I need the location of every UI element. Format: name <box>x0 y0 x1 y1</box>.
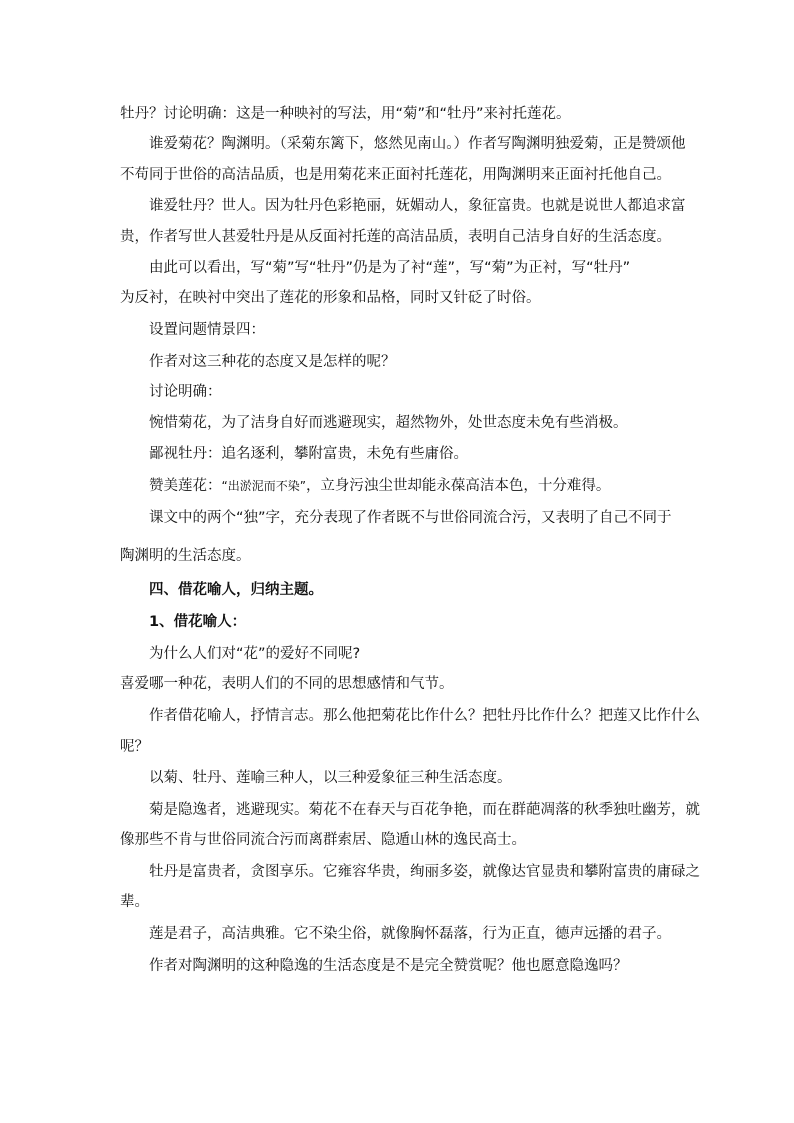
text-line: 喜爱哪一种花，表明人们的不同的思想感情和气节。 <box>120 676 454 692</box>
text-line: 以菊、牡丹、莲喻三种人，以三种爱象征三种生活态度。 <box>149 770 512 786</box>
text-line: 由此可以看出，写“菊”写“牡丹”仍是为了衬“莲”，写“菊”为正衬，写“牡丹” <box>149 260 631 276</box>
text-line: 辈。 <box>120 894 149 910</box>
text-line <box>149 476 610 496</box>
sub-heading: 1、借花喻人： <box>149 614 247 630</box>
text-line: 莲是君子，高洁典雅。它不染尘俗，就像胸怀磊落，行为正直，德声远播的君子。 <box>149 926 671 942</box>
text-line: 谁爱牡丹？世人。因为牡丹色彩艳丽，妩媚动人，象征富贵。也就是说世人都追求富 <box>149 198 686 214</box>
text-line: 贵，作者写世人甚爱牡丹是从反面衬托莲的高洁品质，表明自己洁身自好的生活态度。 <box>120 229 671 245</box>
section-heading: 四、借花喻人，归纳主题。 <box>149 582 323 598</box>
text-line: 为什么人们对“花”的爱好不同呢? <box>149 646 361 662</box>
text-line: 作者对陶渊明的这种隐逸的生活态度是不是完全赞赏呢？他也愿意隐逸吗？ <box>149 958 628 974</box>
text-line: 设置问题情景四： <box>149 322 265 338</box>
text-line: 谁爱菊花？陶渊明。（采菊东篱下，悠然见南山。）作者写陶渊明独爱菊，正是赞颂他 <box>149 136 686 152</box>
text-segment: 赞美莲花： <box>149 478 222 494</box>
text-line: 讨论明确： <box>149 384 222 400</box>
text-line: 不苟同于世俗的高洁品质，也是用菊花来正面衬托莲花，用陶渊明来正面衬托他自己。 <box>120 167 671 183</box>
text-line: 牡丹是富贵者，贪图享乐。它雍容华贵，绚丽多姿，就像达官显贵和攀附富贵的庸碌之 <box>149 864 700 880</box>
text-line: 陶渊明的生活态度。 <box>120 548 251 564</box>
text-line: 菊是隐逸者，逃避现实。菊花不在春天与百花争艳，而在群葩凋落的秋季独吐幽芳，就 <box>149 802 700 818</box>
text-line: 作者对这三种花的态度又是怎样的呢？ <box>149 354 396 370</box>
text-line: 为反衬，在映衬中突出了莲花的形象和品格，同时又针砭了时俗。 <box>120 290 541 306</box>
quote-segment: “出淤泥而不染” <box>221 479 306 493</box>
text-line: 呢？ <box>120 739 149 755</box>
text-line: 像那些不肯与世俗同流合污而离群索居、隐遁山林的逸民高士。 <box>120 832 526 848</box>
text-line: 作者借花喻人，抒情言志。那么他把菊花比作什么？把牡丹比作什么？把莲又比作什么 <box>149 708 700 724</box>
text-segment: ，立身污浊尘世却能永葆高洁本色，十分难得。 <box>305 478 611 494</box>
text-line: 惋惜菊花，为了洁身自好而逃避现实，超然物外，处世态度未免有些消极。 <box>149 415 628 431</box>
text-line: 课文中的两个“独”字，充分表现了作者既不与世俗同流合污，又表明了自己不同于 <box>149 510 672 526</box>
text-line: 牡丹？讨论明确：这是一种映衬的写法，用“菊”和“牡丹”来衬托莲花。 <box>120 106 571 122</box>
text-line: 鄙视牡丹：追名逐利，攀附富贵，未免有些庸俗。 <box>149 446 468 462</box>
